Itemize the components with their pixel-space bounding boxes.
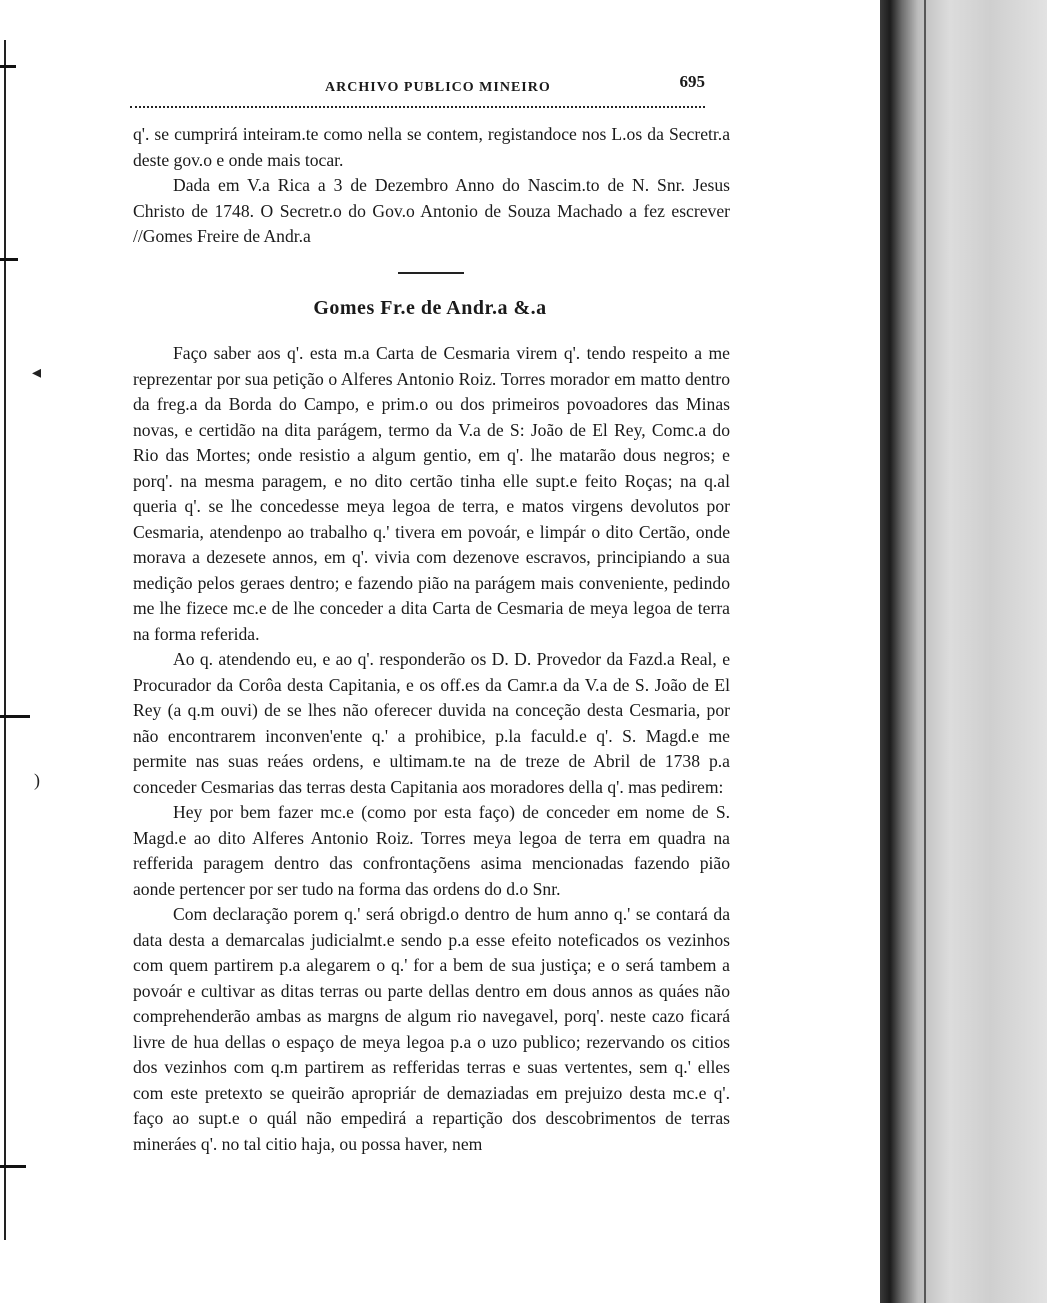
margin-tick — [0, 1165, 26, 1168]
book-gutter-shadow — [880, 0, 1047, 1303]
section-divider — [398, 272, 464, 274]
page-header — [130, 72, 705, 110]
header-rule — [130, 106, 705, 108]
margin-arrow-mark: ◂ — [32, 362, 42, 382]
paragraph: Faço saber aos q'. esta m.a Carta de Cesmaria virem q'. tendo respeito a me reprezentar por sua petição o Alferes Antonio Roiz. Torres morador em matto dentro da freg.a da Borda do Campo, e prim.o ou dos primeiros povoadores das Minas novas, e certidão na dita parágem, termo da V.a de S: João de El Rey, Comc.a do Rio das Mortes; onde resistio a algum gentio, em q'. lhe matarão dous negros; e porq'. na mesma paragem, e no dito certão tinha elle supt.e feito Roças; na q.al queria q'. se lhe concedesse meya legoa de terra, e matos virgens devolutos por Cesmaria, atendenpo ao trabalho q.' tivera em povoár, e limpár o dito Certão, onde morava a dezesete annos, em q'. vivia com dezenove escravos, principiando a sua medição pelos geraes dentro; e fazendo pião na parágem mais conveniente, pedindo me lhe fizece mc.e de lhe conceder a dita Carta de Cesmaria de meya legoa de terra na forma referida. — [133, 343, 730, 644]
paragraph: q'. se cumprirá inteiram.te como nella se contem, registandoce nos L.os da Secretr.a deste gov.o e onde mais tocar. — [133, 124, 730, 170]
paragraph: Com declaração porem q.' será obrigd.o dentro de hum anno q.' se contará da data desta a demarcalas judicialmt.e sendo p.a esse efeito noteficados os vezinhos com quem partirem p.a alegarem o q.' for a bem de sua justiça; e o será tambem a povoár e cultivar as ditas terras ou parte dellas dentro em dous annos as quáes não comprehenderão ambas as margns de algum rio navegavel, porq'. neste cazo ficará livre de hua dellas o espaço de meya legoa p.a o uzo publico; rezervando os citios dos vezinhos com q.m partirem as refferidas terras e suas vertentes, sem q.' elles com este pretexto se queirão apropriár de demaziadas em prejuizo desta mc.e q'. faço ao supt.e o quál não empedirá a repartição dos descobrimentos de terras mineráes q'. no tal citio haja, ou possa haver, nem — [133, 904, 730, 1154]
margin-bracket-mark: ) — [34, 770, 40, 790]
section-heading: Gomes Fr.e de Andr.a &.a — [313, 297, 547, 319]
main-text-block — [133, 341, 730, 1157]
closing-text-block — [133, 122, 730, 250]
running-head: ARCHIVO PUBLICO MINEIRO — [325, 80, 551, 95]
margin-tick — [0, 258, 18, 261]
left-page-edge — [4, 40, 6, 1240]
page-number: 695 — [679, 72, 705, 91]
paragraph: Dada em V.a Rica a 3 de Dezembro Anno do Nascim.to de N. Snr. Jesus Christo de 1748. O Secretr.o do Gov.o Antonio de Souza Machado a fez escrever //Gomes Freire de Andr.a — [133, 175, 730, 246]
paragraph: Ao q. atendendo eu, e ao q'. responderão os D. D. Provedor da Fazd.a Real, e Procurador da Corôa desta Capitania, e os off.es da Camr.a da V.a de S. João de El Rey (a q.m ouvi) de se lhes não oferecer duvida na conceção desta Cesmaria, por não encontrarem inconven'ente q.' a prohibice, p.la faculd.e q'. S. Magd.e me permite nas suas reáes ordens, e ultimam.te na de treze de Abril de 1738 p.a conceder Cesmarias das terras desta Capitania aos moradores della q'. mas pedirem: — [133, 649, 730, 797]
margin-tick — [0, 65, 16, 68]
margin-tick — [0, 715, 30, 718]
gutter-fold-line — [924, 0, 926, 1303]
paragraph: Hey por bem fazer mc.e (como por esta faço) de conceder em nome de S. Magd.e ao dito Alferes Antonio Roiz. Torres meya legoa de terra em quadra na refferida paragem dentro das confrontaçõens asima mencionadas fazendo pião aonde pertencer por ser tudo na forma das ordens do d.o Snr. — [133, 802, 730, 899]
